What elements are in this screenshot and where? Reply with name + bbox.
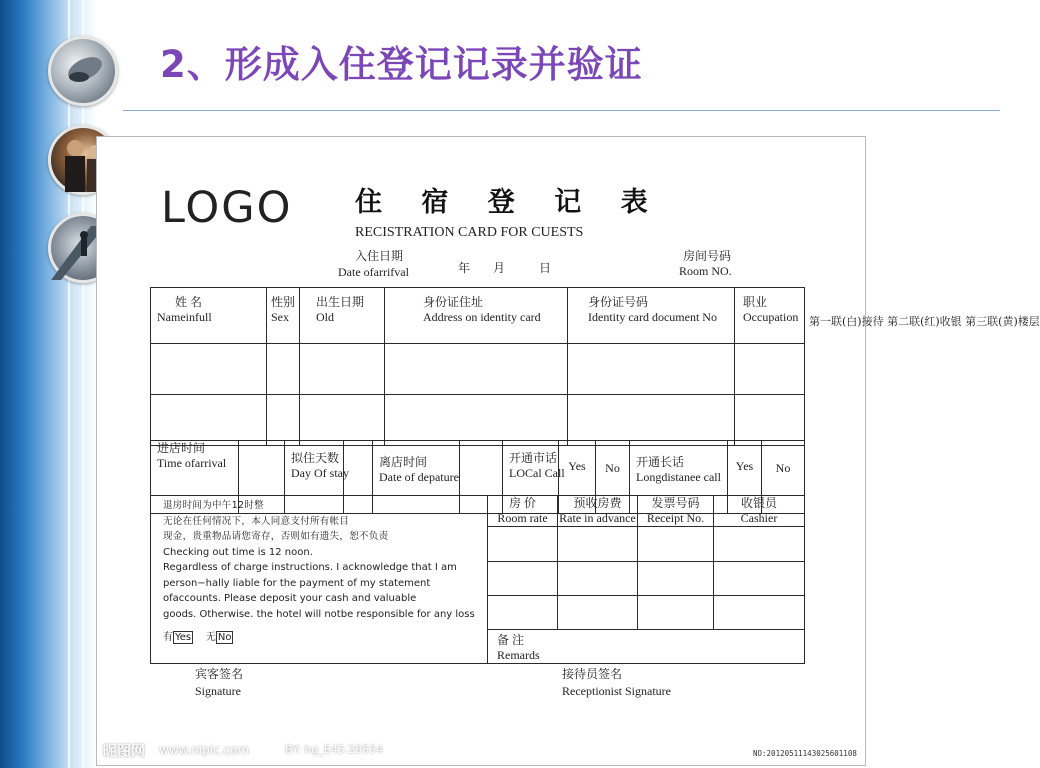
day-label: 日 (539, 261, 552, 275)
office-objects-icon (51, 39, 115, 103)
long-distance-call-label: 开通长话 Longdistanee call (630, 441, 728, 514)
address-cell[interactable] (385, 344, 568, 395)
local-call-no-option[interactable]: No (596, 441, 630, 514)
room-rate-cell[interactable] (488, 596, 558, 630)
name-cell[interactable] (151, 344, 267, 395)
departure-label: 离店时间 Date of depature (373, 441, 460, 514)
slide-sidebar (0, 0, 97, 768)
table-row (151, 395, 805, 446)
terms-line: goods. Otherwise. the hotel will notbe responsible for any loss (163, 608, 475, 620)
valuables-yes-checkbox[interactable]: Yes (175, 632, 192, 643)
long-call-yes-option[interactable]: Yes (728, 441, 762, 514)
month-label: 月 (493, 261, 506, 275)
birth-date-cell[interactable] (300, 395, 385, 446)
cashier-cell[interactable] (714, 562, 805, 596)
room-no-label-en: Room NO. (679, 264, 732, 278)
sidebar-photo-office (48, 36, 118, 106)
table-row (151, 344, 805, 395)
receipt-no-cell[interactable] (638, 527, 714, 562)
serial-number: NO:20120511143025601108 (753, 749, 857, 758)
receptionist-signature-label-en: Receptionist Signature (562, 684, 671, 698)
valuables-choice: 有 Yes 无 No (163, 632, 232, 643)
room-rate-header: 房 价 Room rate (488, 496, 558, 527)
table-header-row (151, 496, 805, 527)
occupation-header: 职业 Occupation (735, 288, 805, 344)
cashier-cell[interactable] (714, 527, 805, 562)
payment-table (150, 495, 805, 664)
sidebar-line (82, 0, 84, 768)
watermark-id: BY: hg_E45.20554 (285, 743, 384, 756)
terms-line: 退房时间为中午12时整 (163, 500, 264, 511)
arrival-date-label-zh: 入住日期 (355, 249, 404, 263)
id-number-header: 身份证号码 Identity card document No (568, 288, 735, 344)
occupation-cell[interactable] (735, 395, 805, 446)
sex-cell[interactable] (267, 395, 300, 446)
name-cell[interactable] (151, 395, 267, 446)
arrival-time-label: 进店时间 Time ofarrival (151, 441, 239, 514)
cashier-cell[interactable] (714, 596, 805, 630)
sidebar-line (68, 0, 70, 768)
sex-header: 性别 Sex (267, 288, 300, 344)
card-subtitle: RECISTRATION CARD FOR CUESTS (355, 225, 584, 240)
terms-line: Regardless of charge instructions. I acknowledge that I am (163, 562, 457, 573)
advance-rate-header: 预收房费 Rate in advance (559, 496, 636, 525)
id-number-cell[interactable] (568, 344, 735, 395)
guest-signature-label-en: Signature (195, 684, 241, 698)
name-header: 姓 名 Nameinfull (151, 288, 267, 344)
terms-line: Checking out time is 12 noon. (163, 546, 313, 558)
receptionist-signature-label-zh: 接待员签名 (562, 667, 623, 681)
room-no-label-zh: 房间号码 (683, 249, 732, 263)
receipt-no-header: 发票号码 Receipt No. (638, 496, 714, 527)
checkout-terms (151, 496, 488, 664)
registration-card-image (96, 136, 1040, 766)
sex-cell[interactable] (267, 344, 300, 395)
guest-signature-label-zh: 宾客签名 (195, 667, 244, 681)
guest-info-table (150, 287, 805, 446)
card-title: 住 宿 登 记 表 (355, 187, 663, 218)
valuables-no-checkbox[interactable]: No (217, 632, 232, 643)
occupation-cell[interactable] (735, 344, 805, 395)
copy-distribution-note: 第一联(白)接待 第二联(红)收银 第三联(黄)楼层 (809, 315, 1040, 328)
id-number-cell[interactable] (568, 395, 735, 446)
birth-date-cell[interactable] (300, 344, 385, 395)
slide-title: 2、形成入住登记记录并验证 (160, 43, 643, 86)
arrival-date-label-en: Date ofarrifval (338, 265, 409, 279)
advance-rate-cell[interactable] (558, 527, 638, 562)
room-rate-cell[interactable] (488, 562, 558, 596)
address-cell[interactable] (385, 395, 568, 446)
year-label: 年 (458, 261, 471, 275)
remarks-cell[interactable]: 备 注 Remards (488, 630, 805, 664)
cashier-header: 收银员 Cashier (714, 496, 805, 527)
card-logo: LOGO (161, 183, 293, 233)
receipt-no-cell[interactable] (638, 562, 714, 596)
table-header-row (151, 288, 805, 344)
terms-line: 无论在任何情况下，本人同意支付所有帐目 (163, 515, 350, 527)
days-of-stay-label: 拟住天数 Day Of stay (285, 441, 344, 514)
terms-line: 现金，贵重物品请您寄存，否则如有遗失，恕不负责 (163, 531, 389, 542)
room-rate-cell[interactable] (488, 527, 558, 562)
address-header: 身份证住址 Address on identity card (385, 288, 568, 344)
terms-line: person−hally liable for the payment of my statement (163, 577, 431, 589)
local-call-label: 开通市话 LOCal Call (503, 441, 559, 514)
terms-line: ofaccounts. Please deposit your cash and valuable (163, 593, 417, 604)
title-divider (123, 110, 1000, 111)
long-call-no-option[interactable]: No (762, 441, 805, 514)
birth-date-header: 出生日期 Old (300, 288, 385, 344)
advance-rate-cell[interactable] (558, 562, 638, 596)
watermark-url: www.nipic.com (159, 743, 250, 757)
watermark-logo: 昵图网 (103, 744, 145, 760)
receipt-no-cell[interactable] (638, 596, 714, 630)
local-call-yes-option[interactable]: Yes (559, 441, 596, 514)
advance-rate-cell[interactable] (558, 596, 638, 630)
